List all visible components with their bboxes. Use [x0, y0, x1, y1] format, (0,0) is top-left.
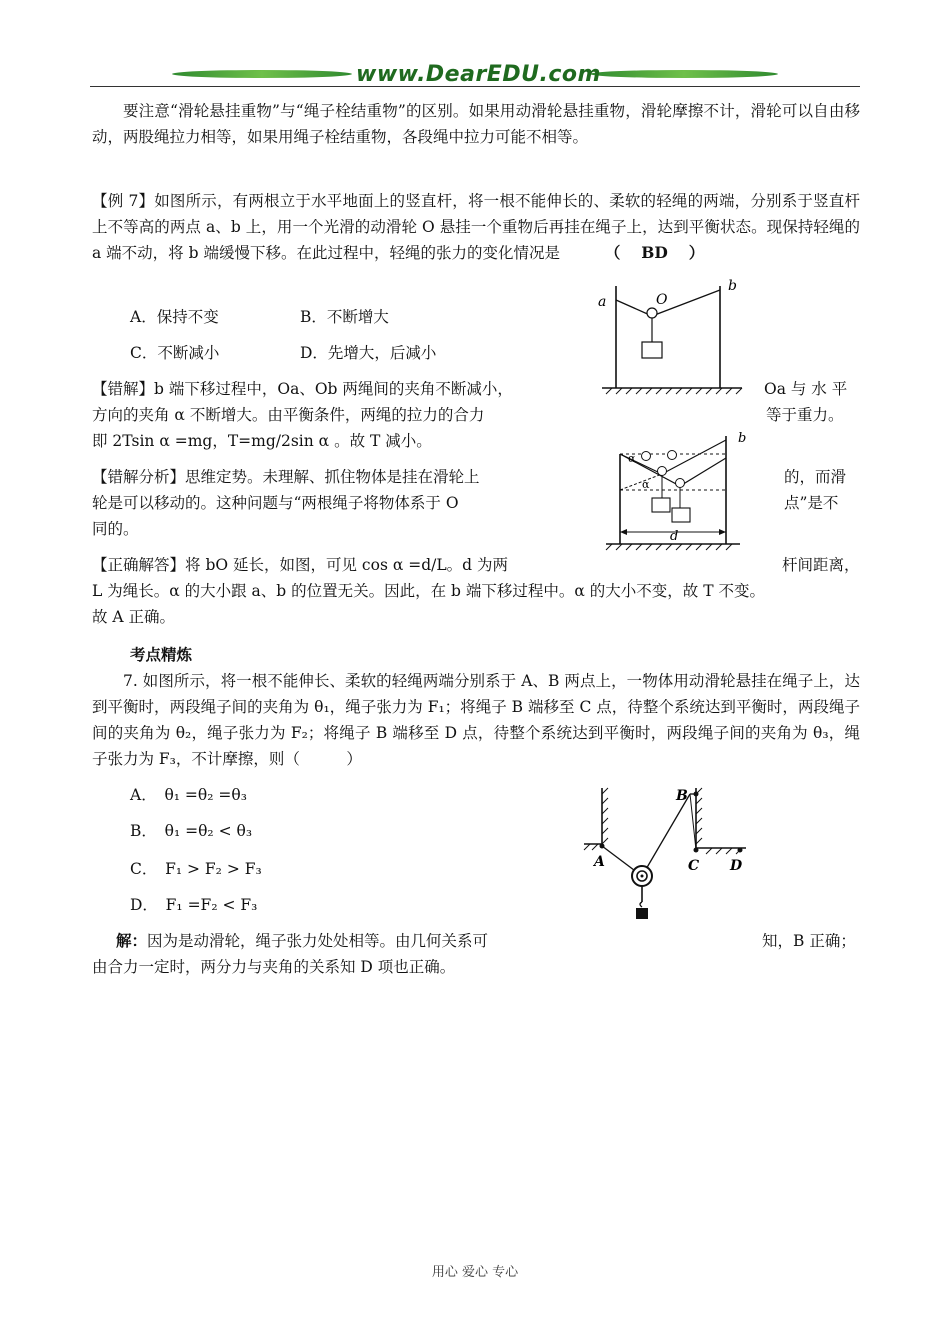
wrong-line2-right: 等于重力。: [766, 406, 844, 424]
figure-q7-setup: [580, 784, 750, 930]
correct-line2: L 为绳长。α 的大小跟 a、b 的位置无关。因此，在 b 端下移过程中。α 的大小不变，故 T 不变。: [92, 582, 765, 600]
correct-tag: 【正确解答】: [92, 556, 186, 574]
q7-option-d: D． F₁ =F₂ < F₃: [130, 896, 258, 914]
solution-line2: 由合力一定时，两分力与夹角的关系知 D 项也正确。: [92, 958, 456, 976]
example7-option-c: C．不断减小: [130, 344, 220, 362]
practice-q7: 7. 如图所示，将一根不能伸长、柔软的轻绳两端分别系于 A、B 两点上，一物体用动滑轮悬挂在绳子上，达到平衡时，两段绳子间的夹角为 θ₁，绳子张力为 F₁；将绳子 B 端移至 C 点，待整个系统达到平衡时，两段绳子间的夹角为 θ₂，绳子张力为 F₂；将绳子 B 端移至 D 点，待整个系统达到平衡时，两段绳子间的夹角为 θ₃，绳子张力为 F₃，不计摩擦，则（ ）: [92, 672, 860, 768]
fig1-label-b: b: [728, 278, 737, 294]
fig3-label-a: A: [594, 854, 605, 870]
figure-example7-setup: [592, 276, 752, 404]
fig1-label-o: O: [656, 292, 668, 308]
solution-line1-right: 知，B 正确；: [762, 932, 856, 950]
analysis-line3: 同的。: [92, 520, 139, 538]
analysis-line2-right: 点”是不: [784, 494, 839, 512]
wrong-line1: 【错解】b 端下移过程中，Oa、Ob 两绳间的夹角不断减小，: [92, 380, 513, 398]
correct-line3: 故 A 正确。: [92, 608, 176, 626]
example7-option-b: B．不断增大: [300, 308, 389, 326]
figure-example7-analysis: [600, 428, 760, 554]
fig3-label-b: B: [676, 788, 688, 804]
wrong-line3: 即 2Tsin α =mg，T=mg/2sin α 。故 T 减小。: [92, 432, 432, 450]
intro-paragraph: 要注意“滑轮悬挂重物”与“绳子栓结重物”的区别。如果用动滑轮悬挂重物，滑轮摩擦不计，滑轮可以自由移动，两股绳拉力相等，如果用绳子栓结重物，各段绳中拉力可能不相等。: [92, 102, 860, 146]
logo-swoosh-right: [590, 70, 778, 78]
example7-text: 如图所示，有两根立于水平地面上的竖直杆，将一根不能伸长的、柔软的轻绳的两端，分别系于竖直杆上不等高的两点 a、b 上，用一个光滑的动滑轮 O 悬挂一个重物后再挂在绳子上，达到平衡状态。现保持轻绳的 a 端不动，将 b 端缓慢下移。在此过程中，轻绳的张力的变化情况是: [92, 192, 860, 262]
logo-swoosh-left: [172, 70, 352, 78]
analysis-line1: 【错解分析】思维定势。未理解、抓住物体是挂在滑轮上: [92, 468, 480, 486]
example7-tag: 【例 7】: [92, 192, 155, 210]
fig2-label-b: b: [738, 431, 747, 446]
fig1-label-a: a: [598, 294, 607, 310]
wrong-line1-right: Oa 与 水 平: [764, 380, 848, 398]
analysis-line2: 轮是可以移动的。这种问题与“两根绳子将物体系于 O: [92, 494, 459, 512]
example7-paragraph: [92, 188, 860, 266]
header-divider: [90, 86, 860, 87]
solution-tag: 解：: [116, 931, 148, 950]
analysis-line1-right: 的，而滑: [784, 468, 847, 486]
q7-option-b: B． θ₁ =θ₂ < θ₃: [130, 822, 253, 840]
fig3-label-d: D: [730, 858, 743, 874]
q7-option-a: A． θ₁ =θ₂ =θ₃: [130, 786, 247, 804]
analysis-tag: 【错解分析】: [92, 468, 186, 486]
fig2-label-alpha1: α: [628, 452, 636, 465]
fig3-label-c: C: [688, 858, 700, 874]
fig2-label-d: d: [670, 529, 679, 544]
fig2-label-alpha2: α: [642, 478, 650, 491]
site-logo-text[interactable]: www.DearEDU.com: [356, 62, 601, 87]
solution-line1: 解：因为是动滑轮，绳子张力处处相等。由几何关系可: [116, 931, 489, 950]
practice-heading: 考点精炼: [130, 645, 193, 664]
example7-option-a: A．保持不变: [130, 308, 219, 326]
wrong-line2: 方向的夹角 α 不断增大。由平衡条件，两绳的拉力的合力: [92, 406, 485, 424]
example7-option-d: D．先增大，后减小: [300, 344, 437, 362]
correct-line1-right: 杆间距离，: [782, 556, 860, 574]
page-footer: 用心 爱心 专心: [431, 1265, 519, 1280]
correct-line1: 【正确解答】将 bO 延长，如图，可见 cos α =d/L。d 为两: [92, 556, 508, 574]
example7-answer: （ BD ）: [604, 243, 705, 262]
wrong-tag: 【错解】: [92, 380, 155, 398]
q7-option-c: C． F₁ > F₂ > F₃: [130, 860, 262, 878]
